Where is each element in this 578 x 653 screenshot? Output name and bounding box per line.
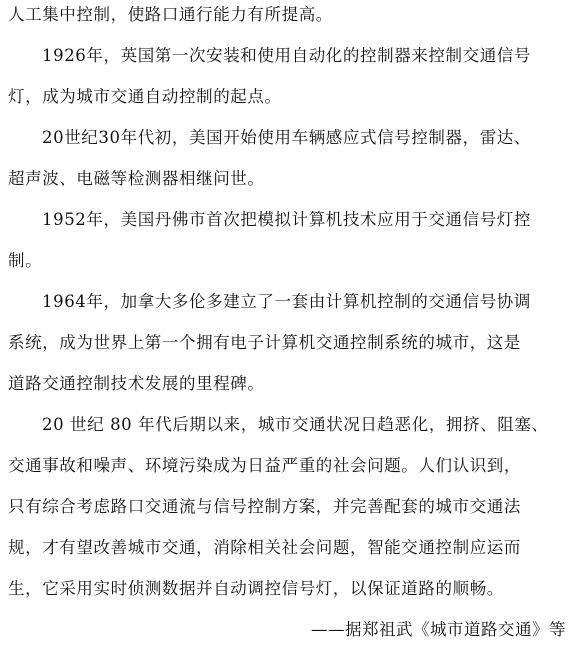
paragraph-1952-line-2: 制。 <box>8 251 43 270</box>
paragraph-1964-line-3: 道路交通控制技术发展的里程碑。 <box>8 374 265 393</box>
source-citation: ——据郑祖武《城市道路交通》等 <box>311 620 566 639</box>
paragraph-1980s-line-5: 生，它采用实时侦测数据并自动调控信号灯，以保证道路的顺畅。 <box>8 579 504 598</box>
paragraph-1980s-line-3: 只有综合考虑路口交通流与信号控制方案，并完善配套的城市交通法 <box>8 497 521 516</box>
paragraph-1980s-line-1: 20 世纪 80 年代后期以来，城市交通状况日趋恶化，拥挤、阻塞、 <box>42 415 549 434</box>
paragraph-1926-line-2: 灯，成为城市交通自动控制的起点。 <box>8 87 282 106</box>
paragraph-1930s-line-1: 20世纪30年代初，美国开始使用车辆感应式信号控制器，雷达、 <box>42 128 531 147</box>
paragraph-1980s-line-2: 交通事故和噪声、环境污染成为日益严重的社会问题。人们认识到， <box>8 456 521 475</box>
paragraph-1964-line-1: 1964年，加拿大多伦多建立了一套由计算机控制的交通信号协调 <box>42 292 531 311</box>
paragraph-1980s-line-4: 规，才有望改善城市交通，消除相关社会问题，智能交通控制应运而 <box>8 538 521 557</box>
paragraph-1964-line-2: 系统，成为世界上第一个拥有电子计算机交通控制系统的城市，这是 <box>8 333 521 352</box>
paragraph-1930s-line-2: 超声波、电磁等检测器相继问世。 <box>8 169 265 188</box>
text-line: 人工集中控制，使路口通行能力有所提高。 <box>8 5 333 24</box>
paragraph-1926-line-1: 1926年，英国第一次安装和使用自动化的控制器来控制交通信号 <box>42 46 531 65</box>
paragraph-1952-line-1: 1952年，美国丹佛市首次把模拟计算机技术应用于交通信号灯控 <box>42 210 531 229</box>
